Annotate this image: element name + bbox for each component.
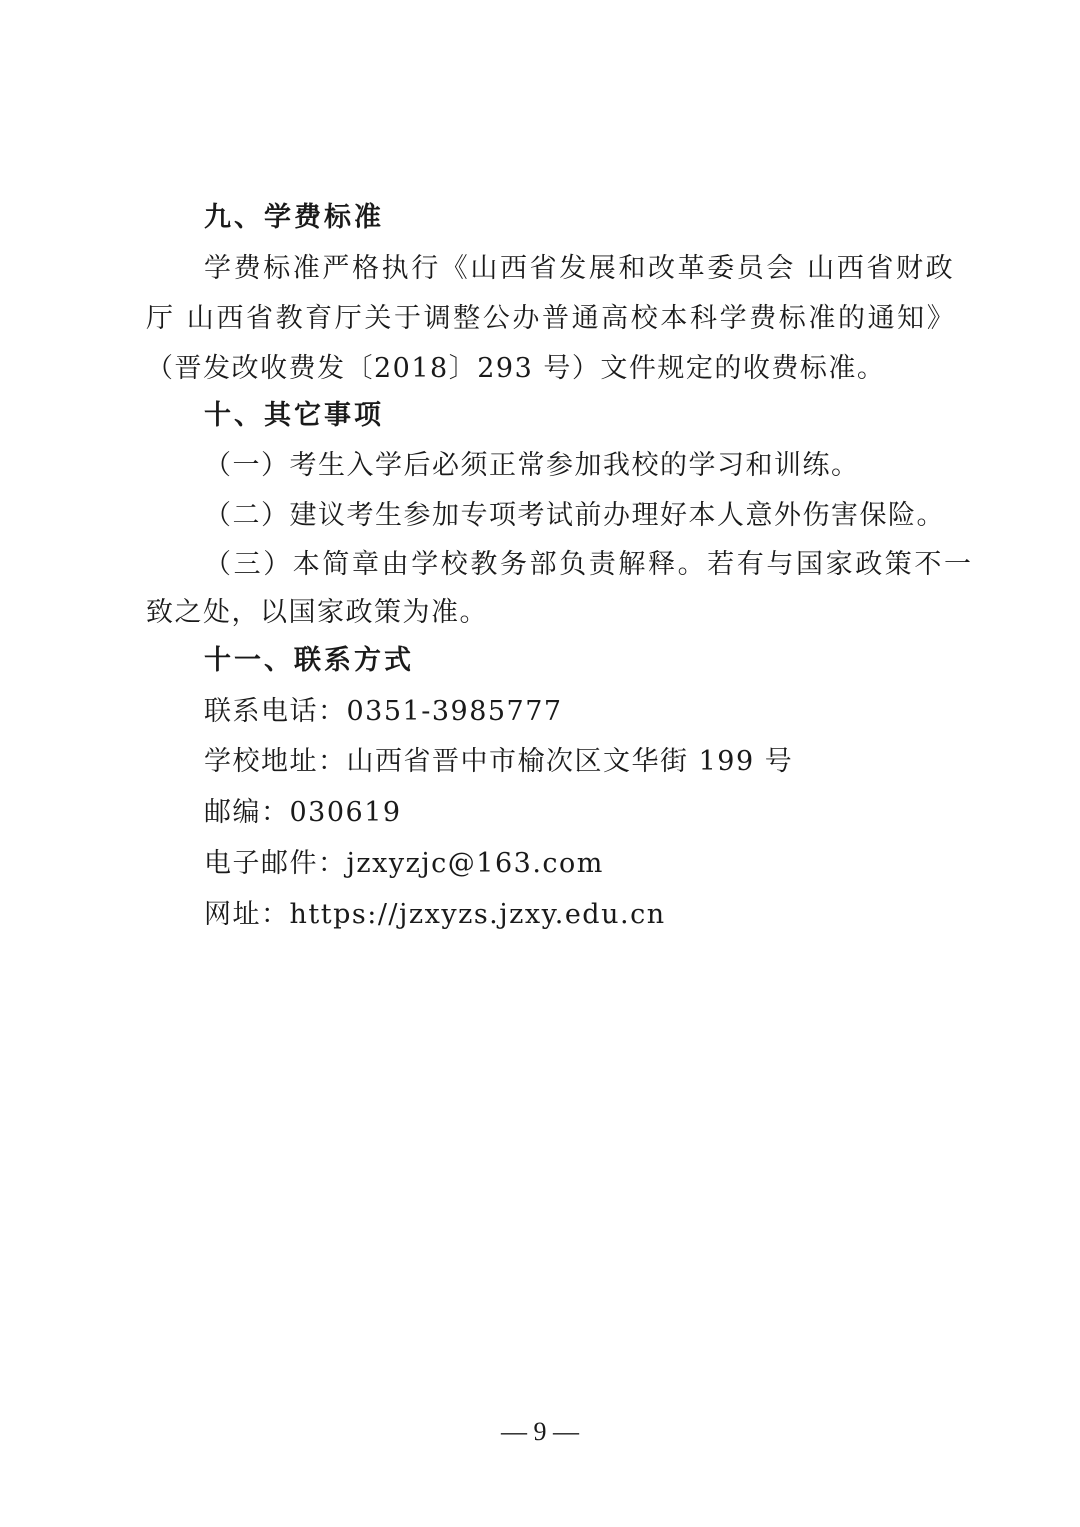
- section-9-paragraph-line-3: （晋发改收费发〔2018〕293 号）文件规定的收费标准。: [146, 353, 886, 384]
- contact-phone: 联系电话：0351-3985777: [204, 696, 563, 727]
- section-10-item-3-line-1: （三）本简章由学校教务部负责解释。若有与国家政策不一: [204, 549, 974, 580]
- section-9-paragraph-line-2: 厅 山西省教育厅关于调整公办普通高校本科学费标准的通知》: [146, 303, 957, 334]
- section-10-item-2: （二）建议考生参加专项考试前办理好本人意外伤害保险。: [204, 500, 945, 531]
- section-10-item-3-line-2: 致之处，以国家政策为准。: [146, 597, 488, 628]
- contact-postcode: 邮编：030619: [204, 797, 402, 828]
- contact-address: 学校地址：山西省晋中市榆次区文华街 199 号: [204, 746, 794, 777]
- section-10-item-1: （一）考生入学后必须正常参加我校的学习和训练。: [204, 450, 860, 481]
- section-10-heading: 十、其它事项: [204, 400, 384, 431]
- section-11-heading: 十一、联系方式: [204, 645, 414, 676]
- section-9-heading: 九、学费标准: [204, 202, 384, 233]
- contact-website: 网址：https://jzxyzs.jzxy.edu.cn: [204, 899, 666, 930]
- section-9-paragraph-line-1: 学费标准严格执行《山西省发展和改革委员会 山西省财政: [204, 253, 956, 284]
- contact-email: 电子邮件：jzxyzjc@163.com: [204, 848, 604, 879]
- page-number: — 9 —: [501, 1417, 579, 1446]
